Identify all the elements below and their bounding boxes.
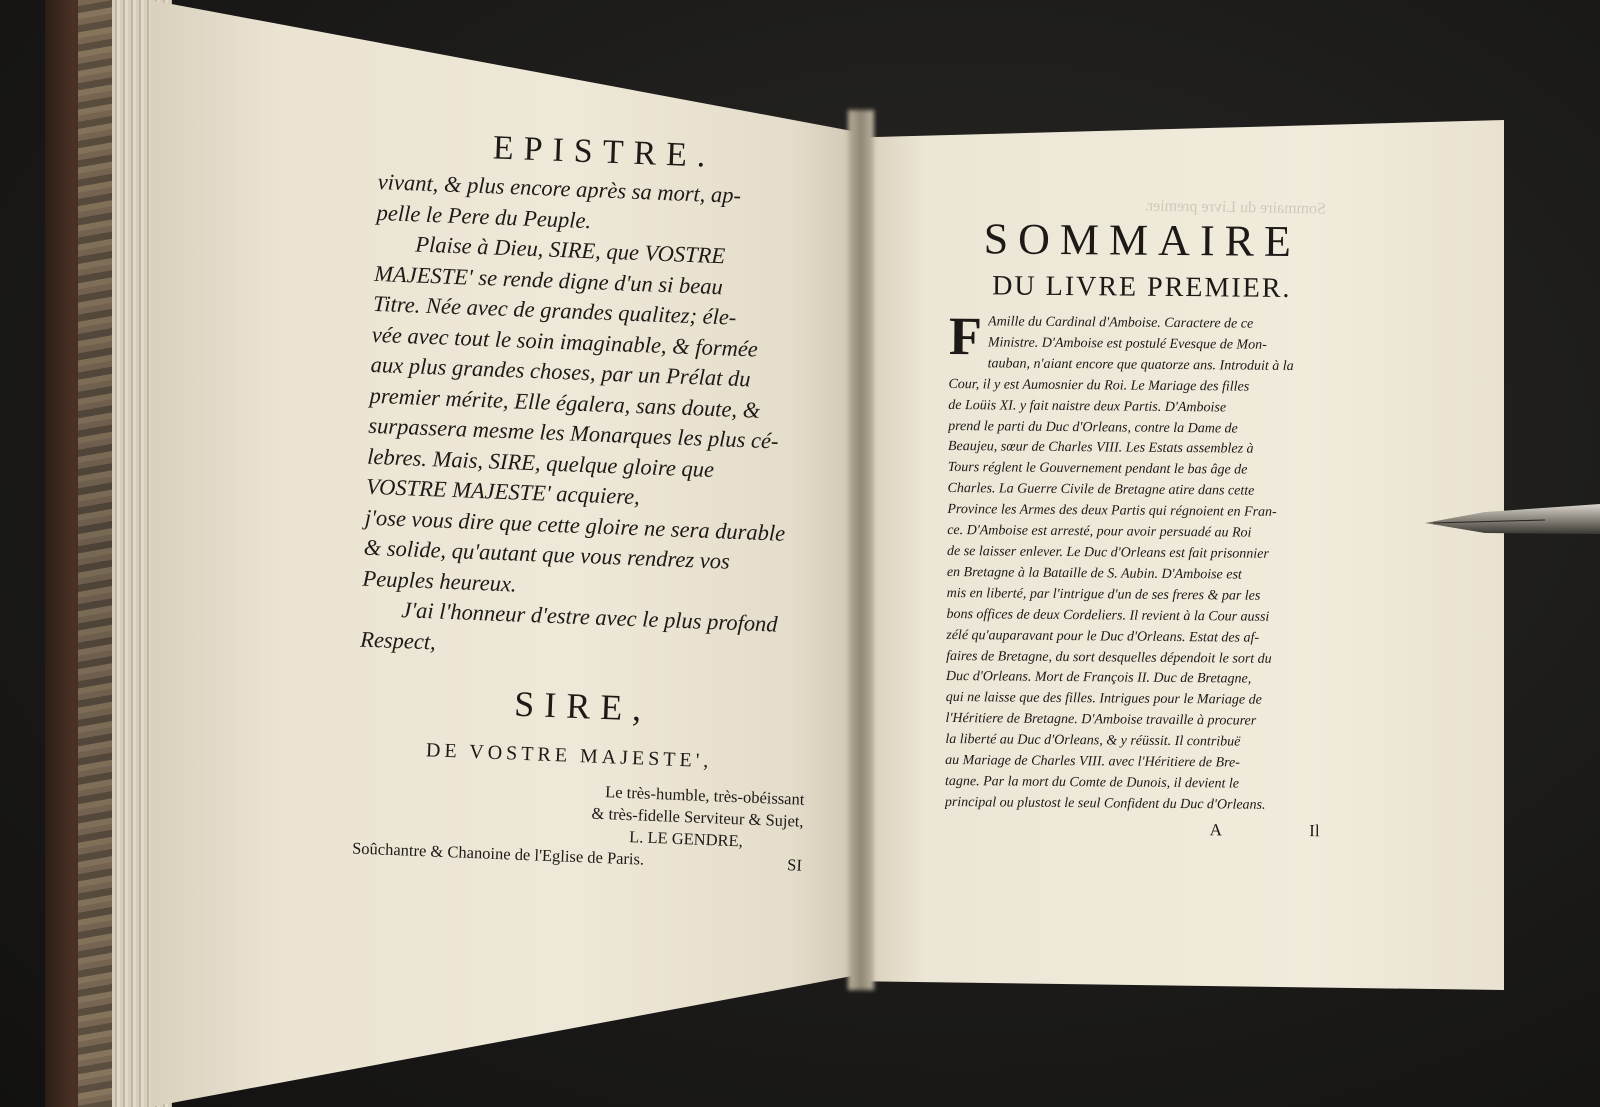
summary-line: zélé qu'auparavant pour le Duc d'Orleans. Estat des af- — [946, 627, 1260, 646]
text-line: aux plus grandes choses, par un Prélat du — [370, 351, 751, 392]
pen-pointer-icon — [1425, 500, 1600, 540]
signature-mark: A — [1209, 820, 1222, 840]
summary-line: Charles. La Guerre Civile de Bretagne atire dans cette — [947, 481, 1255, 499]
signature-name: L. LE GENDRE, — [628, 827, 744, 851]
text-line: Plaise à Dieu, SIRE, que VOSTRE — [414, 231, 726, 269]
summary-line: mis en liberté, par l'intrigue d'un de ses freres & par les — [946, 585, 1261, 604]
summary-line: principal ou plustost le seul Confident du Duc d'Orleans. — [944, 794, 1266, 813]
summary-line: tagne. Par la mort du Comte de Dunois, il devient le — [944, 773, 1240, 792]
summary-line: Beaujeu, sœur de Charles VIII. Les Estats assemblez à — [947, 439, 1254, 458]
sommaire-subtitle: DU LIVRE PREMIER. — [992, 270, 1292, 304]
summary-line: Cour, il y est Aumosnier du Roi. Le Mariage des filles — [948, 376, 1250, 395]
page-footer — [945, 814, 1330, 841]
summary-line: Province les Armes des deux Partis qui régnoient en Fran- — [947, 502, 1277, 521]
drop-cap: F — [948, 305, 983, 367]
summary-line: de Loüis XI. y fait naistre deux Partis. D'Amboise — [948, 397, 1227, 416]
text-line: VOSTRE MAJESTE' acquiere, — [365, 473, 641, 510]
summary-line: Amille du Cardinal d'Amboise. Caractere de ce — [987, 314, 1254, 332]
de-vostre-majeste: DE VOSTRE MAJESTE', — [425, 739, 713, 773]
summary-line: ce. D'Amboise est arresté, pour avoir persuadé au Roi — [947, 523, 1252, 541]
summary-line: l'Héritiere de Bretagne. D'Amboise travaille à procurer — [945, 711, 1257, 729]
text-line: Peuples heureux. — [362, 565, 518, 597]
signature-line: & très-fidelle Serviteur & Sujet, — [591, 803, 804, 831]
bleed-through-text: Sommaire du Livre premier. — [1144, 197, 1327, 218]
text-line: premier mérite, Elle égalera, sans doute, & — [369, 382, 761, 423]
summary-line: faires de Bretagne, du sort desquelles dépendoit le sort du — [946, 648, 1272, 667]
text-line: Respect, — [359, 626, 437, 655]
summary-line: prend le parti du Duc d'Orleans, contre la Dame de — [948, 418, 1238, 437]
catchword-right: Il — [1309, 820, 1320, 840]
text-line: MAJESTE' se rende digne d'un si beau — [373, 260, 724, 299]
signature-title: Soûchantre & Chanoine de l'Eglise de Paris. — [351, 838, 645, 869]
summary-line: qui ne laisse que des filles. Intrigues pour le Mariage de — [945, 690, 1262, 709]
right-page-text — [944, 212, 1335, 865]
summary-line: en Bretagne à la Bataille de S. Aubin. D'Amboise est — [946, 564, 1242, 583]
text-line: Titre. Née avec de grandes qualitez; éle- — [372, 290, 737, 330]
text-line: pelle le Pere du Peuple. — [376, 199, 592, 233]
summary-line: au Mariage de Charles VIII. avec l'Héritiere de Bre- — [945, 753, 1240, 771]
summary-paragraph — [944, 305, 1334, 817]
book-gutter — [848, 110, 874, 990]
text-line: lebres. Mais, SIRE, quelque gloire que — [366, 443, 715, 482]
salutation-sire: SIRE, — [513, 683, 653, 729]
text-line: vée avec tout le soin imaginable, & formée — [371, 321, 759, 362]
summary-line: Duc d'Orleans. Mort de François II. Duc de Bretagne, — [945, 669, 1252, 688]
left-page-text — [349, 125, 829, 942]
summary-line: Tours réglent le Gouvernement pendant le bas âge de — [947, 460, 1248, 478]
text-line: J'ai l'honneur d'estre avec le plus profond — [400, 597, 779, 637]
text-line: vivant, & plus encore après sa mort, ap- — [377, 168, 742, 208]
text-line: j'ose vous dire que cette gloire ne sera durable — [364, 504, 786, 546]
summary-line: de se laisser enlever. Le Duc d'Orleans est fait prisonnier — [946, 543, 1269, 562]
summary-line: Ministre. D'Amboise est postulé Evesque de Mon- — [987, 335, 1267, 353]
text-line: surpassera mesme les Monarques les plus cé- — [367, 412, 780, 454]
catchword-left: SI — [786, 855, 803, 875]
text-line: & solide, qu'autant que vous rendrez vos — [363, 534, 731, 574]
summary-line: la liberté au Duc d'Orleans, & y réüssit. Il contribuë — [945, 732, 1241, 750]
signature-line: Le très-humble, très-obéissant — [604, 782, 805, 809]
summary-line: tauban, n'aiant encore que quatorze ans. Introduit à la — [987, 356, 1294, 374]
sommaire-title: SOMMAIRE — [983, 214, 1302, 267]
summary-line: bons offices de deux Cordeliers. Il revient à la Cour aussi — [946, 606, 1270, 625]
epistre-heading: EPISTRE. — [492, 129, 717, 175]
